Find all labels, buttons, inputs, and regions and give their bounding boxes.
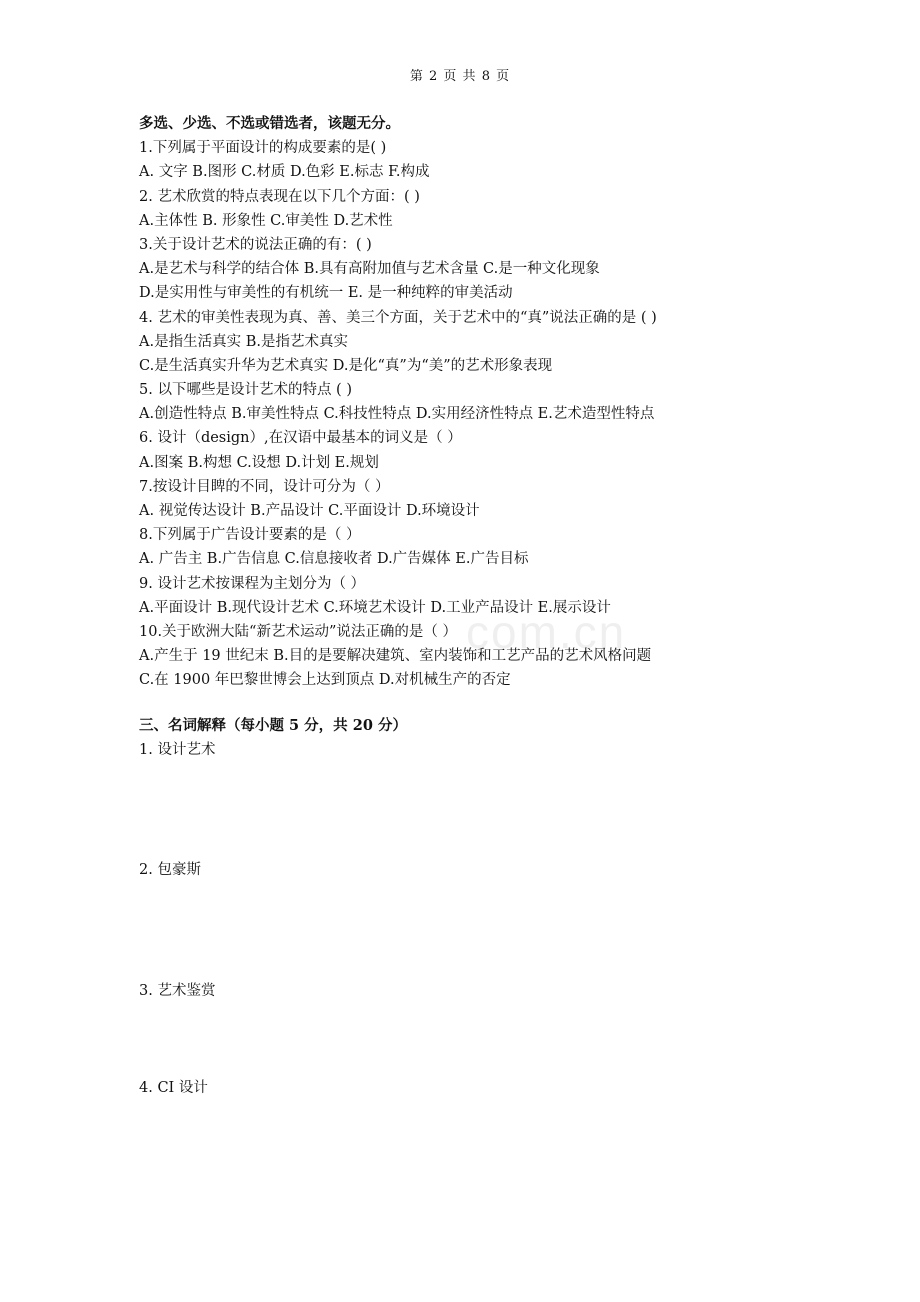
question-1-options: A. 文字 B.图形 C.材质 D.色彩 E.标志 F.构成 (139, 164, 430, 181)
question-7-options: A. 视觉传达设计 B.产品设计 C.平面设计 D.环境设计 (139, 503, 480, 519)
question-7-stem: 7.按设计目睥的不同，设计可分为（ ） (139, 478, 390, 495)
question-6-stem: 6. 设计（design）,在汉语中最基本的词义是（ ） (139, 430, 462, 447)
question-5-stem: 5. 以下哪些是设计艺术的特点 ( ) (139, 382, 352, 399)
term-3: 3. 艺术鉴赏 (139, 983, 216, 999)
question-9-options: A.平面设计 B.现代设计艺术 C.环境艺术设计 D.工业产品设计 E.展示设计 (139, 599, 611, 616)
question-8-stem: 8.下列属于广告设计要素的是（ ） (139, 527, 361, 544)
term-1: 1. 设计艺术 (139, 742, 216, 758)
question-3-options-line-1: A.是艺术与科学的结合体 B.具有高附加值与艺术含量 C.是一种文化现象 (139, 261, 600, 278)
term-4: 4. CI 设计 (139, 1080, 208, 1096)
question-5-options: A.创造性特点 B.审美性特点 C.科技性特点 D.实用经济性特点 E.艺术造型性特点 (139, 406, 655, 423)
section-3-title: 三、名词解释（每小题 5 分，共 20 分） (139, 717, 407, 734)
question-4-options-line-2: C.是生活真实升华为艺术真实 D.是化“真”为“美”的艺术形象表现 (139, 357, 553, 374)
question-4-stem: 4. 艺术的审美性表现为真、善、美三个方面，关于艺术中的“真”说法正确的是 ( ) (139, 309, 657, 326)
question-10-stem: 10.关于欧洲大陆“新艺术运动”说法正确的是（ ） (139, 623, 457, 640)
question-6-options: A.图案 B.构想 C.设想 D.计划 E.规划 (139, 454, 379, 471)
question-9-stem: 9. 设计艺术按课程为主划分为（ ） (139, 575, 366, 592)
multiple-choice-section (139, 112, 819, 693)
question-4-options-line-1: A.是指生活真实 B.是指艺术真实 (139, 333, 348, 350)
question-3-stem: 3.关于设计艺术的说法正确的有：( ) (139, 236, 372, 253)
page-number-header: 第 2 页 共 8 页 (409, 69, 511, 84)
question-1-stem: 1.下列属于平面设计的构成要素的是( ) (139, 140, 387, 157)
term-2: 2. 包豪斯 (139, 862, 201, 878)
watermark: com.cn (466, 606, 627, 658)
question-2-stem: 2. 艺术欣赏的特点表现在以下几个方面：( ) (139, 188, 420, 205)
question-2-options: A.主体性 B. 形象性 C.审美性 D.艺术性 (139, 212, 393, 229)
instructions-text: 多选、少选、不选或错选者，该题无分。 (139, 115, 400, 132)
question-10-options-line-1: A.产生于 19 世纪末 B.目的是要解决建筑、室内装饰和工艺产品的艺术风格问题 (139, 648, 652, 665)
question-8-options: A. 广告主 B.广告信息 C.信息接收者 D.广告媒体 E.广告目标 (139, 551, 529, 568)
question-10-options-line-2: C.在 1900 年巴黎世博会上达到顶点 D.对机械生产的否定 (139, 672, 511, 689)
question-3-options-line-2: D.是实用性与审美性的有机统一 E. 是一种纯粹的审美活动 (139, 285, 513, 302)
